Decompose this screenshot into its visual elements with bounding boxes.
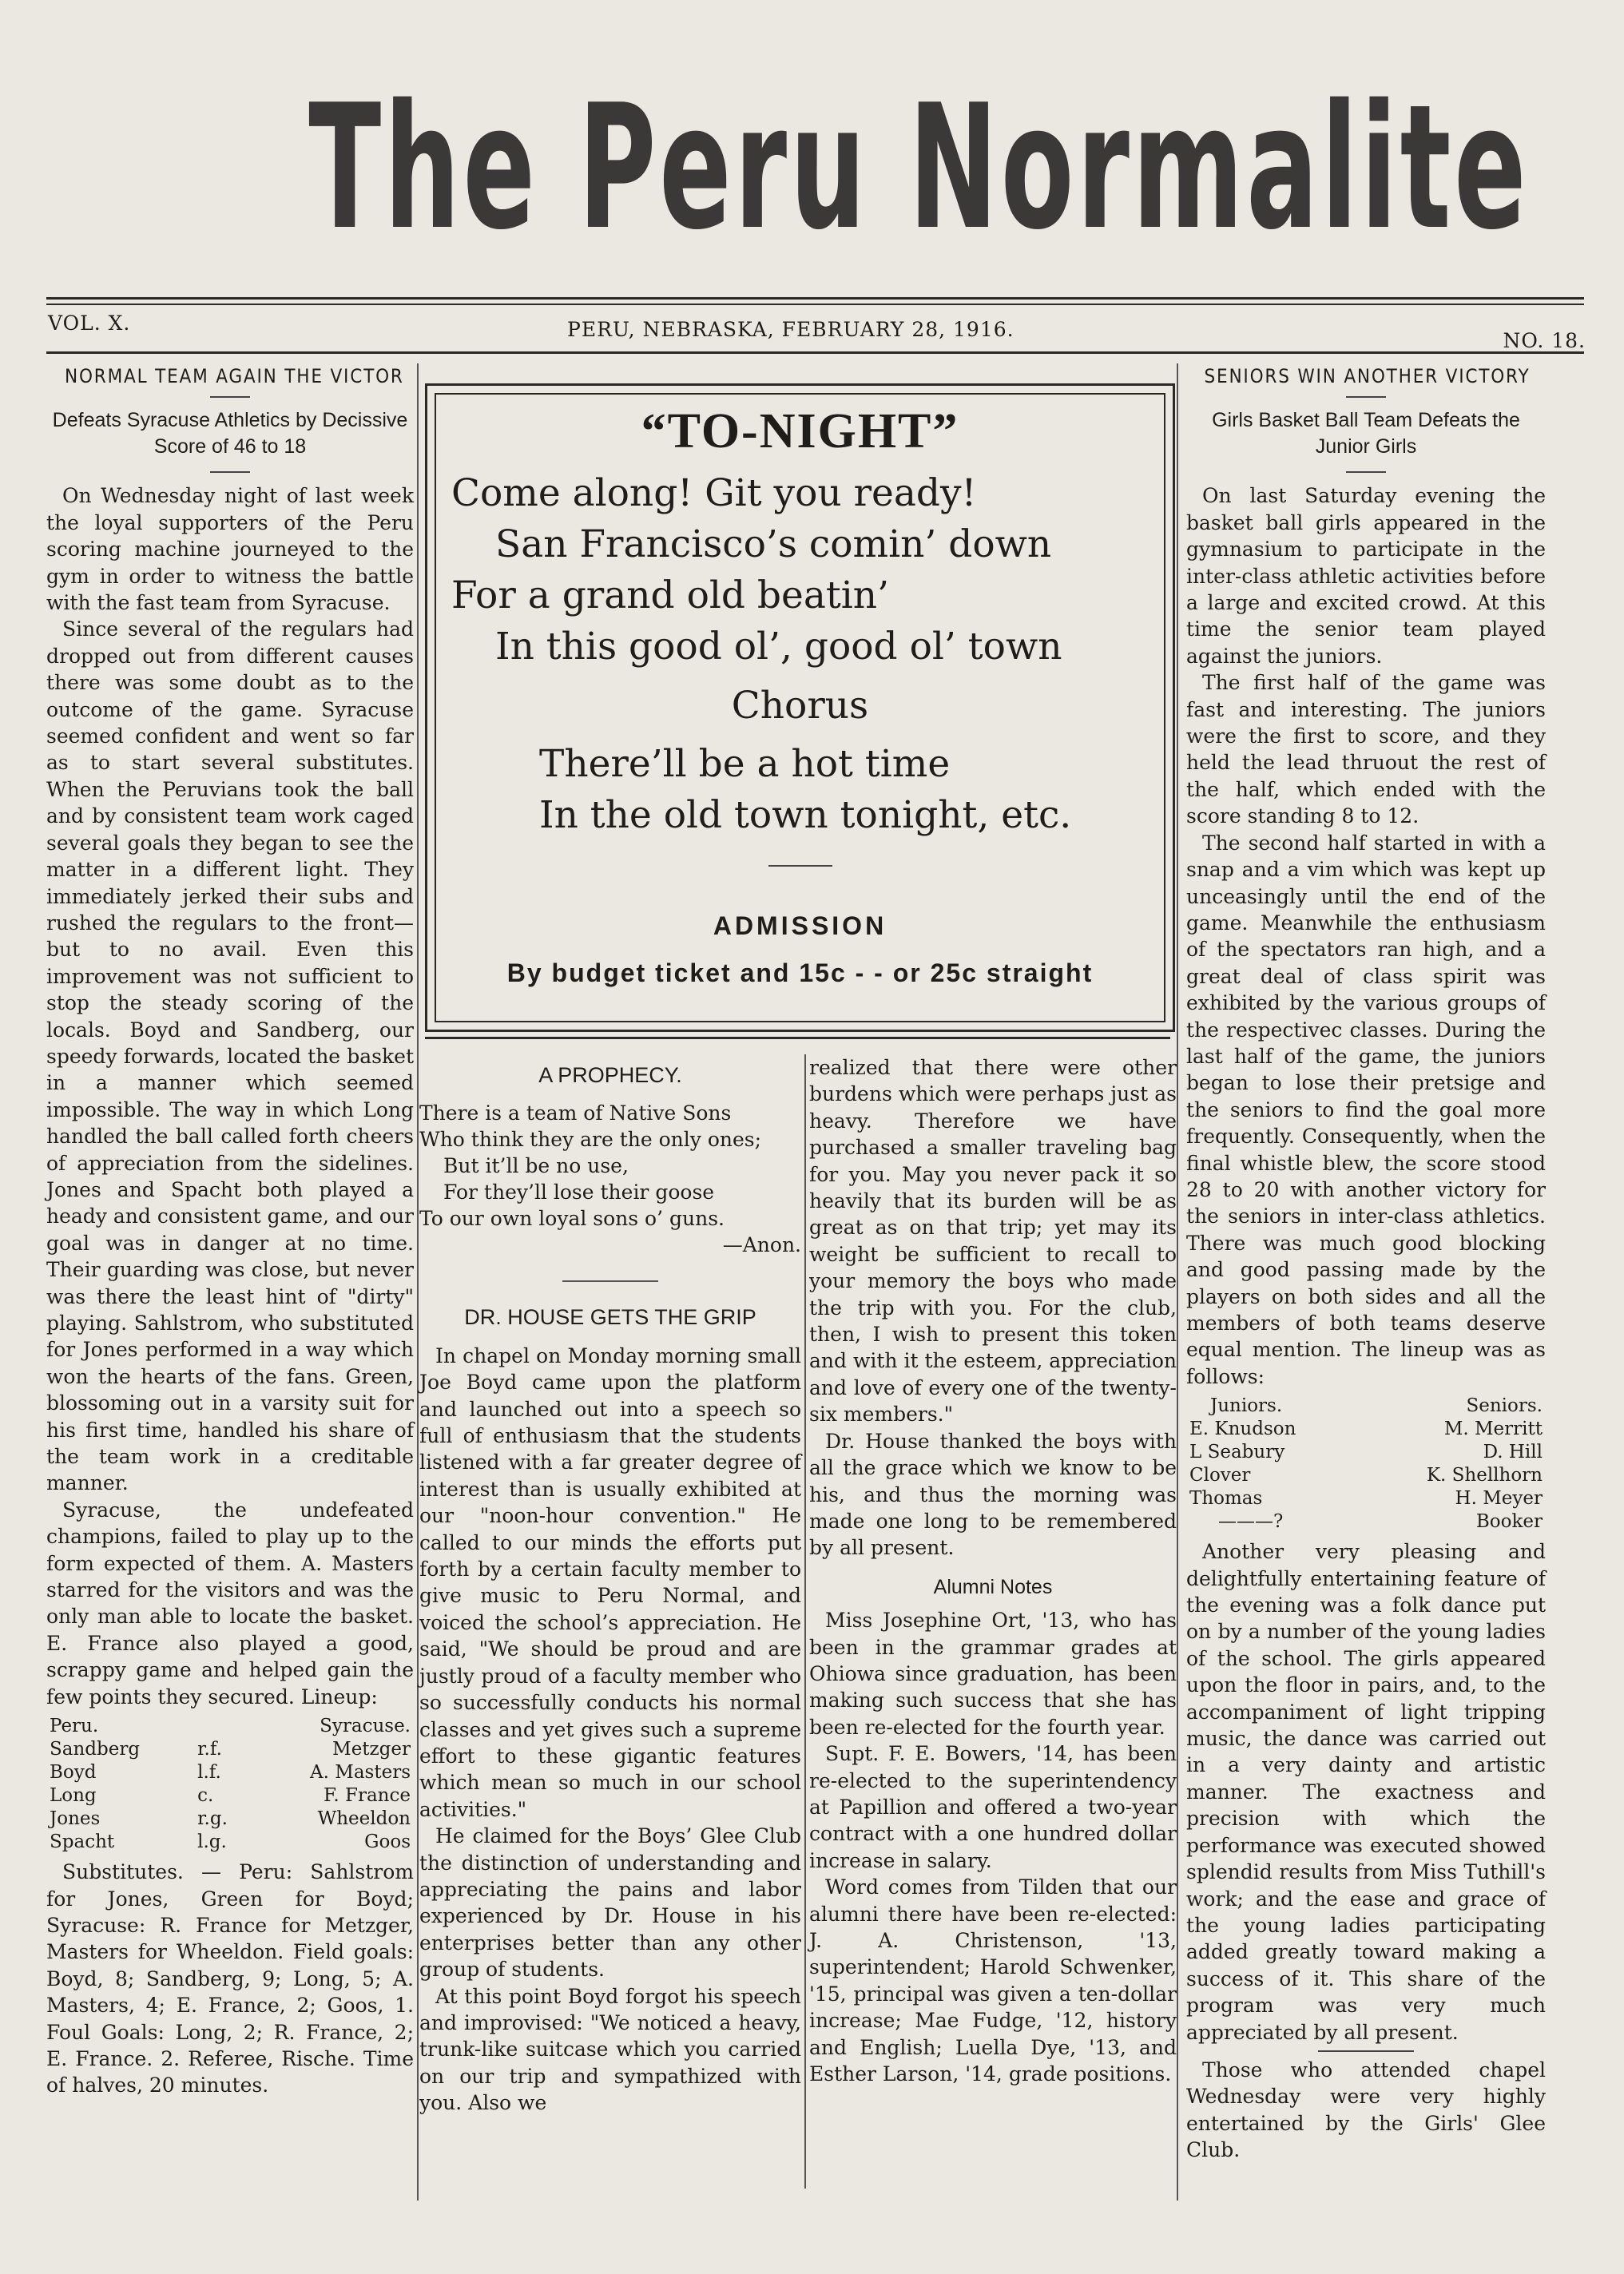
lineup-cell: Clover	[1189, 1465, 1251, 1486]
table-row	[1186, 1418, 1546, 1441]
paragraph: The first half of the game was fast and interesting. The juniors were the first to score, and they held the lead thruout the rest of the half, which ended with the score standing 8 to 12.	[1186, 671, 1546, 828]
divider	[1318, 2050, 1414, 2052]
paragraph: realized that there were other burdens which were perhaps just as heavy. Therefore we have purchased a smaller traveling bag for you. May you never pack it so heavily that its burden will be as great as on that trip; yet may its weight be sufficient to recall to your memory the boys who made the trip with you. For the club, then, I wish to present this token and with it the esteem, appreciation and love of every one of the twenty-six members."	[809, 1056, 1177, 1427]
lineup-cell: Thomas	[1189, 1488, 1263, 1510]
lyric-line: San Francisco’s comin’ down	[495, 522, 1052, 566]
lineup-cell: ———?	[1218, 1511, 1284, 1533]
masthead	[0, 56, 1624, 280]
divider	[1346, 396, 1386, 398]
lineup-header: Syracuse.	[320, 1716, 411, 1737]
lineup-cell: L Seabury	[1189, 1442, 1285, 1463]
divider	[562, 1280, 658, 1282]
table-row	[46, 1808, 414, 1831]
paragraph: In chapel on Monday morning small Joe Boyd came upon the platform and launched out into a speech so full of enthusiasm that the students listened with a far greater degree of interest than is usually exhibited at our "noon-hour convention." He called to our minds the efforts put forth by a certain faculty member to give music to Peru Normal, and voiced the school’s appreciation. He said, "We should be proud and are justly proud of a faculty member who so successfully conducts his normal classes and yet gives such a supreme effort to these gigantic features which mean so much in our school activities."	[419, 1343, 801, 1821]
article-headline: SENIORS WIN ANOTHER VICTORY	[1204, 365, 1531, 387]
lineup-cell: A. Masters	[310, 1762, 411, 1784]
song-lyrics	[427, 468, 1173, 673]
table-row	[1186, 1464, 1546, 1487]
house-title: DR. HOUSE GETS THE GRIP	[464, 1305, 756, 1330]
table-row	[46, 1761, 414, 1784]
lineup-cell: Goos	[364, 1832, 411, 1853]
paragraph: Since several of the regulars had dropped out from different causes there was some doubt as to the outcome of the game. Syracuse seemed confident and went so far as to start several substitutes. When the Peruvians took the ball and by consistent team work caged several goals they began to see the matter in a different light. They immediately jerked their subs and rushed the regulars to the front—but to no avail. Even this improvement was not sufficient to stop the steady scoring of the locals. Boyd and Sandberg, our speedy forwards, located the basket in a manner which seemed impossible. The way in which Long handled the ball called forth cheers of appreciation from the sidelines. Jones and Spacht both played a heady and consistent game, and our goal was in danger at no time. Their guarding was close, but never was there the least hint of "dirty" playing. Sahlstrom, who substituted for Jones performed in a way which won the hearts of the fans. Green, blossoming out in a varsity suit for his first time, handled his share of the team work in a creditable manner.	[46, 617, 414, 1495]
paragraph: He claimed for the Boys’ Glee Club the distinction of understanding and appreciating the pains and labor experienced by Dr. House in his enterprises better than any other group of students.	[419, 1824, 801, 1982]
table-row	[1186, 1487, 1546, 1510]
lyric-line: In this good ol’, good ol’ town	[495, 625, 1062, 669]
paragraph: Word comes from Tilden that our alumni there have been re-elected: J. A. Christenson, '13, superintendent; Harold Schwenker, '15, principal was given a ten-dollar increase; Mae Fudge, '12, history and English; Luella Dye, '13, and Esther Larson, '14, grade positions.	[809, 1875, 1177, 2086]
lineup-cell: Boyd	[50, 1762, 97, 1784]
lineup-header-row	[1186, 1395, 1546, 1418]
paragraph: Dr. House thanked the boys with all the grace which we know to be his, and thus the morning was made one long to be remembered by all present.	[809, 1429, 1177, 1560]
column-divider	[804, 1054, 806, 2189]
lineup-cell: l.g.	[197, 1832, 227, 1853]
poem-line: Who think they are the only ones;	[419, 1128, 762, 1152]
paragraph: Another very pleasing and delightfully entertaining feature of the evening was a folk dance put on by a number of the young ladies of the school. The girls appeared upon the floor in pairs, and, to the accompaniment of light tripping music, the dance was carried out in a very dainty and artistic manner. The exactness and precision with which the performance was executed showed splendid results from Miss Tuthill's work; and the ease and grace of the young ladies participating added greatly toward making a success of it. This share of the program was very much appreciated by all present.	[1186, 1540, 1546, 2044]
lineup-cell: r.f.	[197, 1739, 222, 1760]
lineup-header: Peru.	[50, 1716, 99, 1737]
lineup-cell: K. Shellhorn	[1426, 1465, 1543, 1486]
divider	[210, 471, 250, 473]
lineup-header: Juniors.	[1210, 1395, 1283, 1417]
article-subhead: Defeats Syracuse Athletics by Decissive Score of 46 to 18	[52, 409, 408, 458]
poem-line: But it’ll be no use,	[443, 1154, 629, 1178]
lineup-cell: r.g.	[197, 1808, 228, 1830]
lyric-line: There’ll be a hot time	[539, 742, 951, 786]
lineup-cell: Booker	[1475, 1511, 1543, 1533]
lineup-table	[1186, 1395, 1546, 1534]
lineup-cell: M. Merritt	[1443, 1419, 1543, 1440]
article-prophecy-house	[419, 1054, 801, 2117]
lineup-header: Seniors.	[1466, 1395, 1543, 1417]
announcement-title: “TO-NIGHT”	[641, 404, 959, 458]
article-subhead: Girls Basket Ball Team Defeats the Junior Girls	[1212, 409, 1520, 458]
masthead-rule-bottom	[46, 304, 1584, 305]
table-row	[46, 1784, 414, 1808]
masthead-rule-top	[46, 297, 1584, 300]
lineup-table	[46, 1715, 414, 1854]
prophecy-poem	[419, 1100, 801, 1258]
column-divider	[1177, 363, 1178, 2201]
alumni-title: Alumni Notes	[933, 1575, 1053, 1598]
lineup-cell: D. Hill	[1483, 1442, 1543, 1463]
article-normal-team	[46, 363, 414, 2099]
article-headline: NORMAL TEAM AGAIN THE VICTOR	[65, 365, 404, 387]
lineup-cell: Wheeldon	[317, 1808, 411, 1830]
paragraph: Supt. F. E. Bowers, '14, has been re-elected to the superintendency at Papillion and offered a two-year contract with a one hundred dollar increase in salary.	[809, 1742, 1177, 1872]
lineup-header-row	[46, 1715, 414, 1738]
dateline	[48, 312, 1586, 352]
chorus-lyrics	[427, 739, 1173, 841]
lyric-line: Come along! Git you ready!	[451, 471, 977, 515]
article-continued-alumni	[809, 1054, 1177, 2087]
lineup-cell: E. Knudson	[1189, 1419, 1296, 1440]
paragraph: The second half started in with a snap and a vim which was kept up unceasingly until the end of the game. Meanwhile the enthusiasm of the spectators ran high, and a great deal of class spirit was exhibited by the various groups of the respectivec classes. During the last half of the game, the juniors began to lose their pretsige and the seniors to find the goal more frequently. Consequently, when the final whistle blew, the score stood 28 to 20 with another victory for the seniors in inter-class athletics. There was much good blocking and good passing made by the players on both sides and all the members of both teams deserve equal mention. The lineup was as follows:	[1186, 831, 1546, 1388]
paragraph: At this point Boyd forgot his speech and improvised: "We noticed a heavy, trunk-like suitcase which you carried on our trip and sympathized with you. Also we	[419, 1984, 801, 2115]
admission-label: ADMISSION	[713, 911, 887, 940]
divider	[210, 396, 250, 398]
lineup-cell: F. France	[324, 1785, 411, 1807]
table-row	[46, 1831, 414, 1854]
admission-price: By budget ticket and 15c - - or 25c straight	[506, 958, 1094, 987]
table-row	[46, 1738, 414, 1761]
lineup-cell: H. Meyer	[1455, 1488, 1543, 1510]
lineup-cell: Jones	[50, 1808, 101, 1830]
chorus-label: Chorus	[731, 684, 869, 728]
lyric-line: In the old town tonight, etc.	[539, 793, 1072, 837]
lyric-line: For a grand old beatin’	[451, 573, 889, 617]
paragraph: On Wednesday night of last week the loyal supporters of the Peru scoring machine journeyed to the gym in order to witness the battle with the fast team from Syracuse.	[46, 484, 414, 615]
volume-label: VOL. X.	[48, 312, 131, 335]
issue-number: NO. 18.	[1503, 329, 1586, 352]
paragraph: Miss Josephine Ort, '13, who has been in the grammar grades at Ohiowa since graduation, has been making such success that she has been re-elected for the fourth year.	[809, 1609, 1177, 1739]
poem-author: —Anon.	[722, 1233, 801, 1257]
article-seniors-win	[1186, 363, 1546, 2164]
poem-line: For they’ll lose their goose	[443, 1181, 715, 1204]
issue-date: PERU, NEBRASKA, FEBRUARY 28, 1916.	[567, 318, 1015, 341]
lineup-header	[194, 1715, 250, 1738]
lineup-cell: Metzger	[332, 1739, 411, 1760]
lineup-cell: c.	[197, 1785, 214, 1807]
table-row	[1186, 1510, 1546, 1534]
poem-line: To our own loyal sons o’ guns.	[419, 1207, 725, 1231]
box-bottom-rule	[425, 1037, 1170, 1039]
lineup-cell: Long	[50, 1785, 97, 1807]
paragraph: On last Saturday evening the basket ball girls appeared in the gymnasium to participate in the inter-class athletic activities before a large and excited crowd. At this time the senior team played against the juniors.	[1186, 484, 1546, 668]
divider	[768, 865, 832, 867]
masthead-title: The Peru Normalite	[308, 67, 1530, 268]
paragraph: Those who attended chapel Wednesday were very highly entertained by the Girls' Glee Club.	[1186, 2058, 1546, 2162]
column-divider	[417, 363, 419, 2201]
table-row	[1186, 1441, 1546, 1464]
poem-line: There is a team of Native Sons	[419, 1101, 732, 1125]
divider	[1346, 471, 1386, 473]
lineup-cell: l.f.	[197, 1762, 221, 1784]
dateline-rule	[46, 351, 1584, 354]
tonight-announcement-box	[425, 383, 1175, 1032]
paragraph: Syracuse, the undefeated champions, failed to play up to the form expected of them. A. Masters starred for the visitors and was the only man able to locate the basket. E. France also played a good, scrappy game and helped gain the few points they secured. Lineup:	[46, 1498, 414, 1708]
prophecy-title: A PROPHECY.	[538, 1063, 682, 1087]
lineup-cell: Sandberg	[50, 1739, 141, 1760]
lineup-cell: Spacht	[50, 1832, 115, 1853]
paragraph: Substitutes. — Peru: Sahlstrom for Jones, Green for Boyd; Syracuse: R. France for Metzger, Masters for Wheeldon. Field goals: Boyd, 8; Sandberg, 9; Long, 5; A. Masters, 4; E. France, 2; Goos, 1. Foul Goals: Long, 2; R. France, 2; E. France. 2. Referee, Rische. Time of halves, 20 minutes.	[46, 1860, 414, 2097]
